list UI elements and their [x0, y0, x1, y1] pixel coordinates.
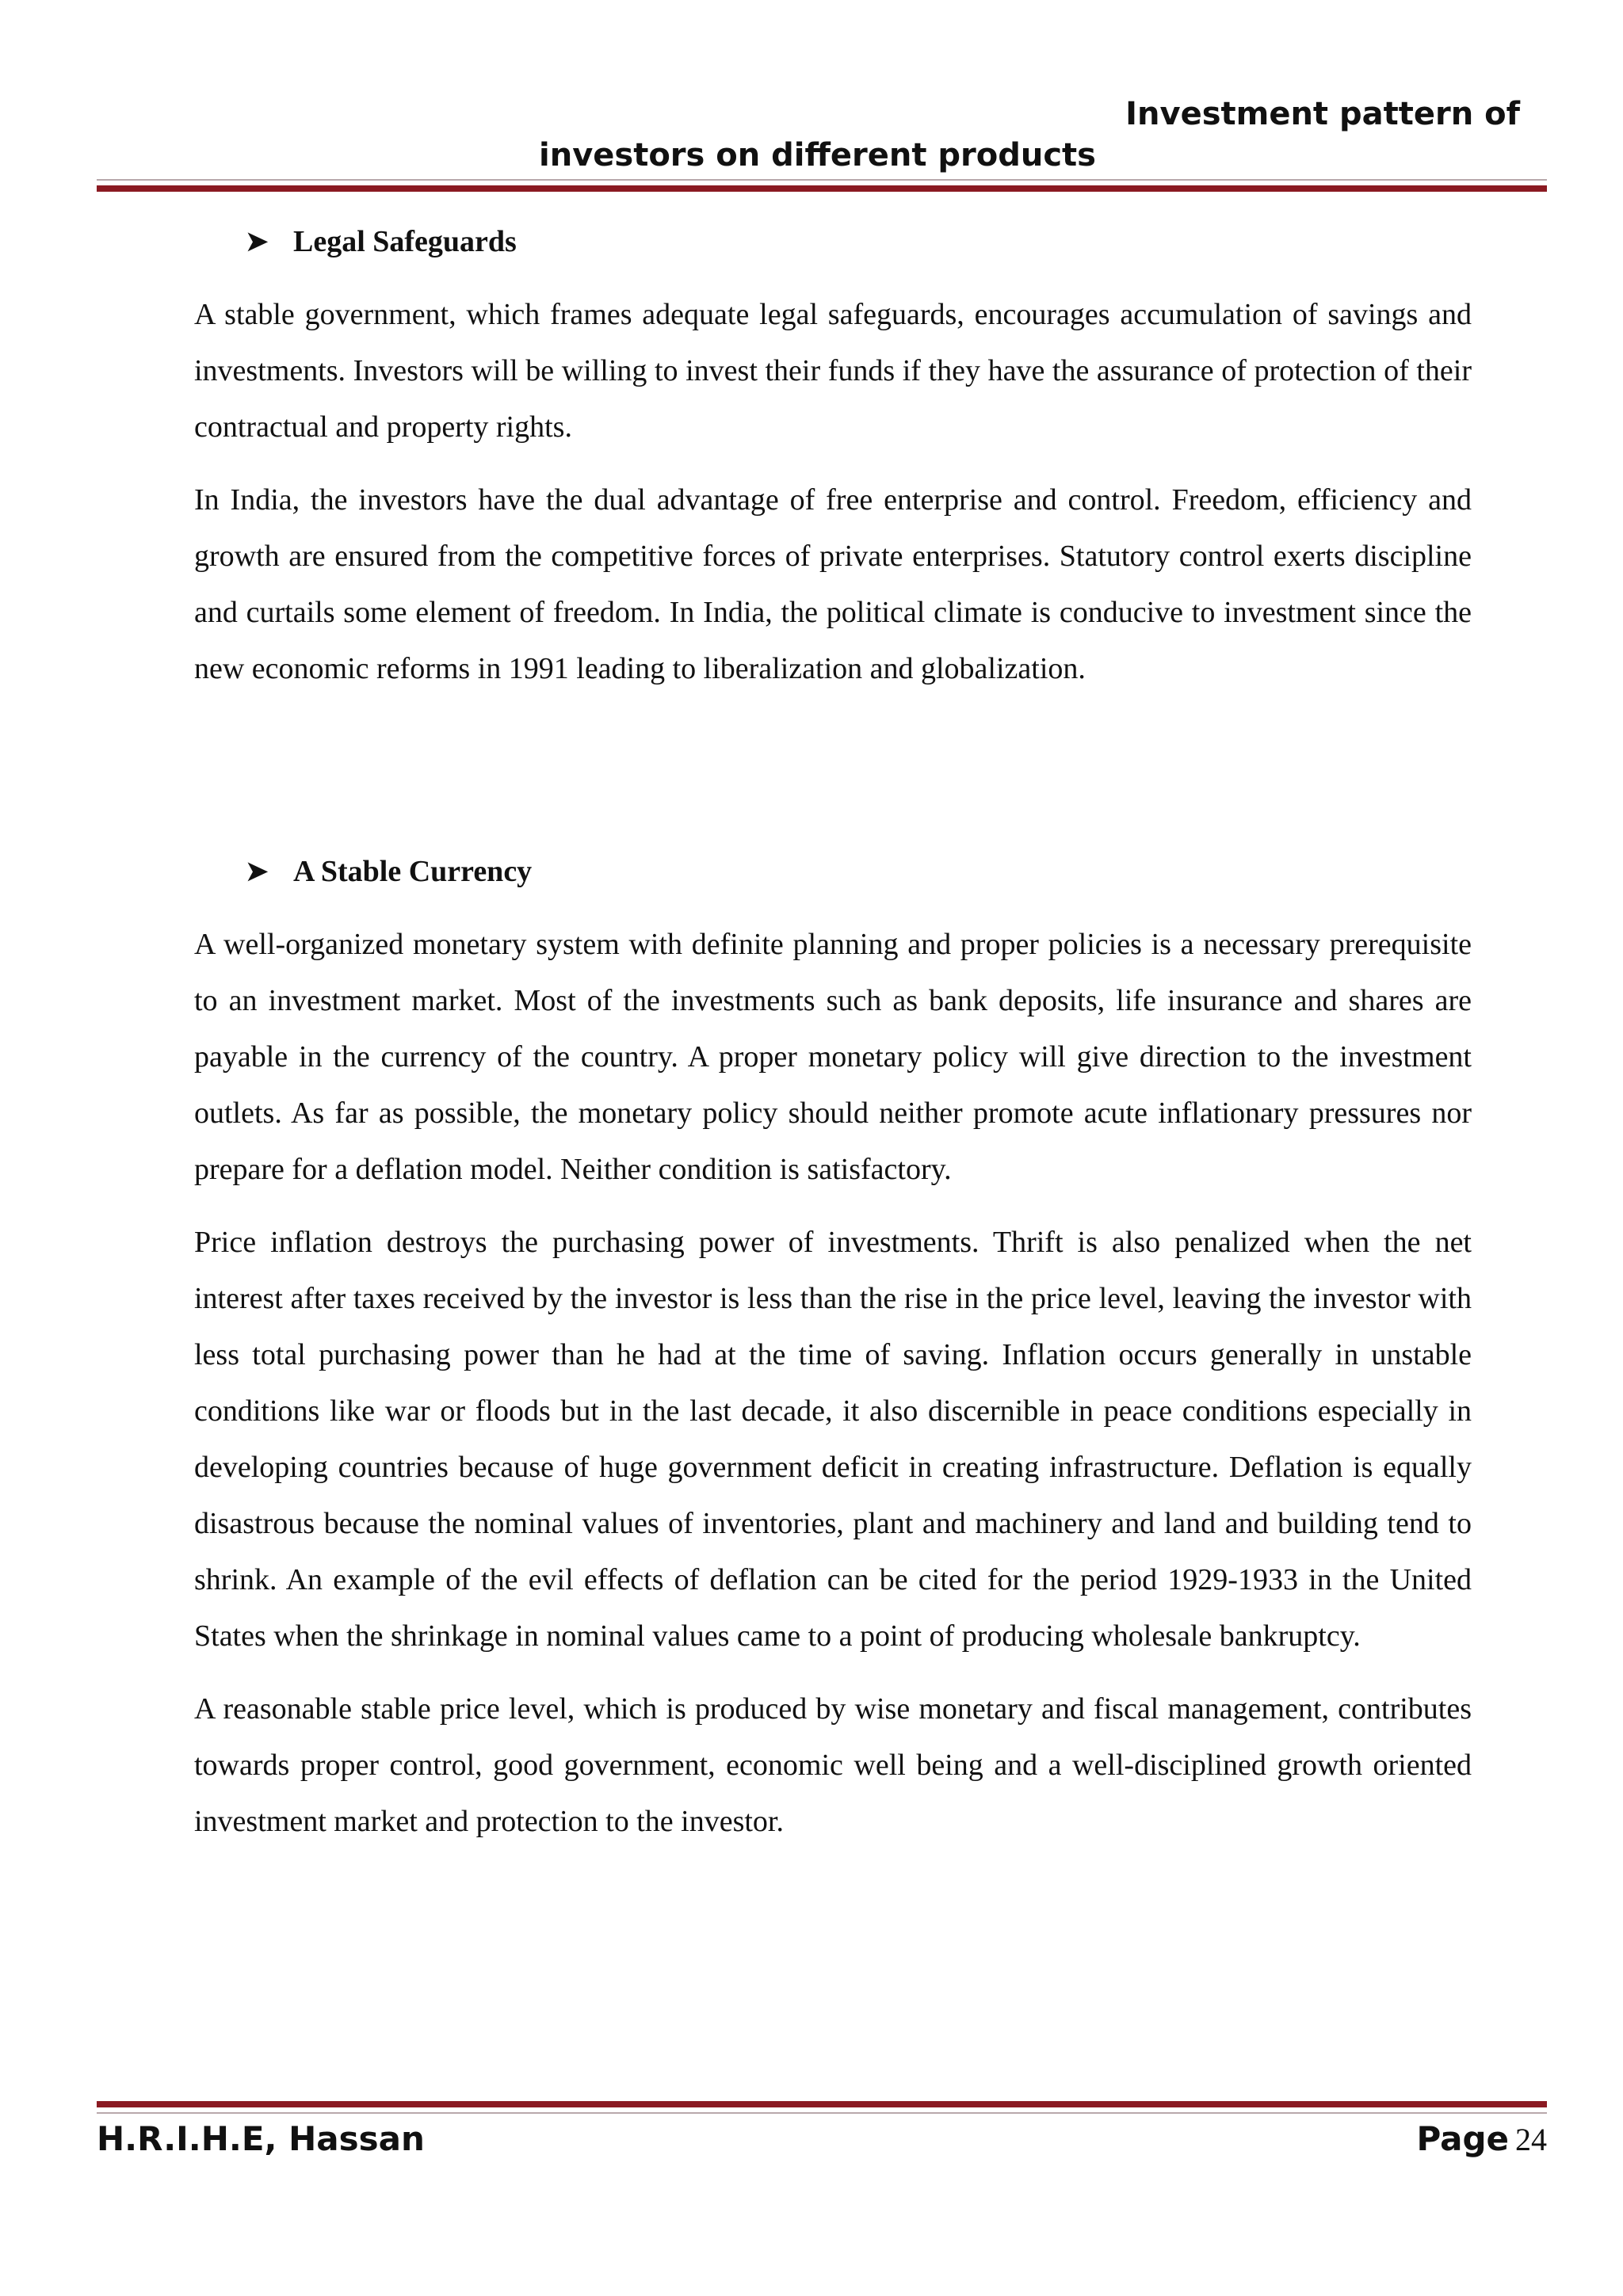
page-number: 24	[1515, 2122, 1547, 2157]
page-label: Page	[1416, 2119, 1509, 2158]
paragraph: In India, the investors have the dual advantage of free enterprise and control. Freedom, efficiency and growth are ensured from the competitive forces of private enterprises. Statutory control exerts discipline and curtails some element of freedom. In India, the political climate is conducive to investment since the new economic reforms in 1991 leading to liberalization and globalization.	[194, 483, 1472, 685]
footer-rule-thick	[97, 2101, 1547, 2107]
section-heading	[246, 214, 1472, 270]
paragraph: A well-organized monetary system with definite planning and proper policies is a necessary prerequisite to an investment market. Most of the investments such as bank deposits, life insurance and shares are payable in the currency of the country. A proper monetary policy will give direction to the investment outlets. As far as possible, the monetary policy should neither promote acute inflationary pressures nor prepare for a deflation model. Neither condition is satisfactory.	[194, 928, 1472, 1186]
section-heading	[246, 844, 1472, 900]
arrow-bullet-icon: ➤	[246, 227, 269, 257]
section-legal-safeguards	[194, 214, 1472, 697]
paragraph: Price inflation destroys the purchasing power of investments. Thrift is also penalized when the net interest after taxes received by the investor is less than the rise in the price level, leaving the investor with less total purchasing power than he had at the time of saving. Inflation occurs generally in unstable conditions like war or floods but in the last decade, it also discernible in peace conditions especially in developing countries because of huge government deficit in creating infrastructure. Deflation is equally disastrous because the nominal values of inventories, plant and machinery and land and building tend to shrink. An example of the evil effects of deflation can be cited for the period 1929-1933 in the United States when the shrinkage in nominal values came to a point of producing wholesale bankruptcy.	[194, 1226, 1472, 1653]
header-rule-thin	[97, 179, 1547, 181]
header-rule-thick	[97, 185, 1547, 192]
page-number-block	[1416, 2115, 1547, 2171]
section-stable-currency	[194, 844, 1472, 1850]
paragraph: A reasonable stable price level, which is produced by wise monetary and fiscal management, contributes towards proper control, good government, economic well being and a well-disciplined growth oriented investment market and protection to the investor.	[194, 1692, 1472, 1838]
arrow-bullet-icon: ➤	[246, 857, 269, 887]
header-title-line1: Investment pattern of	[1125, 96, 1520, 132]
footer-rule-thin	[97, 2112, 1547, 2114]
header-title-line2: investors on different products	[539, 137, 1096, 174]
running-header	[95, 93, 1528, 176]
section-heading-text: A Stable Currency	[293, 855, 533, 888]
paragraph: A stable government, which frames adequate legal safeguards, encourages accumulation of savings and investments. Investors will be willing to invest their funds if they have the assurance of protection of their contractual and property rights.	[194, 298, 1472, 444]
footer-institution: H.R.I.H.E, Hassan	[97, 2119, 425, 2158]
section-heading-text: Legal Safeguards	[293, 225, 517, 258]
